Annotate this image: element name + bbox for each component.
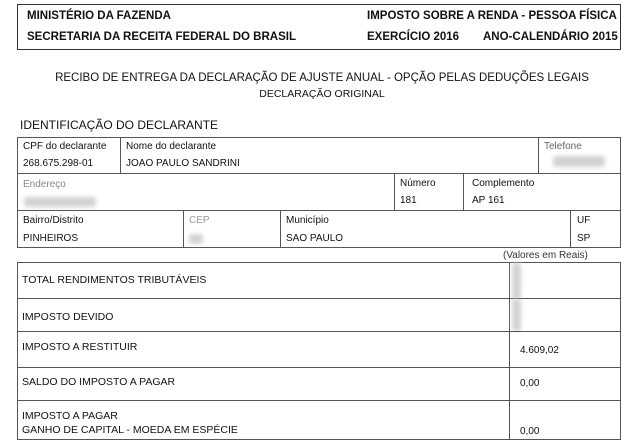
value-cell	[509, 368, 510, 400]
municipio-value: SAO PAULO	[286, 233, 344, 244]
endereco-cell	[17, 173, 395, 211]
nome-label: Nome do declarante	[126, 141, 217, 152]
row-imposto-restituir	[17, 331, 621, 368]
row-value: 4.609,02	[520, 345, 559, 356]
section-title-declarante: IDENTIFICAÇÃO DO DECLARANTE	[20, 118, 219, 132]
exercicio-label: EXERCÍCIO 2016	[367, 31, 460, 43]
numero-cell	[394, 173, 464, 211]
bairro-label: Bairro/Distrito	[23, 215, 84, 226]
row-total-rendimentos	[17, 262, 621, 299]
value-cell	[509, 401, 510, 439]
receipt-subtitle: DECLARAÇÃO ORIGINAL	[259, 88, 385, 100]
row-label: TOTAL RENDIMENTOS TRIBUTÁVEIS	[22, 274, 207, 286]
row-value: 0,00	[520, 378, 540, 389]
row-value: 0,00	[520, 426, 540, 437]
municipio-label: Município	[286, 215, 329, 226]
complemento-label: Complemento	[472, 178, 535, 189]
uf-value: SP	[577, 233, 591, 244]
redacted-telefone	[553, 156, 605, 167]
imposto-title: IMPOSTO SOBRE A RENDA - PESSOA FÍSICA	[367, 10, 617, 22]
row-label: IMPOSTO A PAGAR	[22, 410, 118, 422]
ministerio-label: MINISTÉRIO DA FAZENDA	[27, 10, 171, 22]
row-imposto-pagar-ganho	[17, 400, 621, 440]
telefone-cell	[538, 137, 621, 174]
uf-cell	[570, 210, 621, 248]
row-label: SALDO DO IMPOSTO A PAGAR	[22, 376, 176, 388]
row-label-2: GANHO DE CAPITAL - MOEDA EM ESPÉCIE	[22, 424, 238, 436]
receipt-title: RECIBO DE ENTREGA DA DECLARAÇÃO DE AJUSTE ANUAL - OPÇÃO PELAS DEDUÇÕES LEGAIS	[55, 72, 589, 84]
row-label: IMPOSTO DEVIDO	[22, 311, 114, 323]
row-label: IMPOSTO A RESTITUIR	[22, 341, 138, 353]
redacted-value	[512, 263, 521, 299]
ano-calendario-label: ANO-CALENDÁRIO 2015	[483, 31, 618, 43]
cep-label: CEP	[189, 215, 210, 226]
cep-cell	[183, 210, 281, 248]
complemento-value: AP 161	[472, 195, 505, 206]
redacted-endereco	[24, 197, 96, 207]
secretaria-label: SECRETARIA DA RECEITA FEDERAL DO BRASIL	[27, 31, 296, 43]
row-saldo-pagar	[17, 367, 621, 401]
value-cell	[509, 299, 510, 331]
complemento-cell	[463, 173, 621, 211]
cpf-value: 268.675.298-01	[23, 158, 94, 169]
row-imposto-devido	[17, 298, 621, 332]
redacted-cep	[189, 234, 203, 244]
numero-value: 181	[400, 195, 417, 206]
telefone-label: Telefone	[544, 141, 582, 152]
cpf-label: CPF do declarante	[23, 141, 107, 152]
redacted-value	[512, 299, 521, 331]
nome-cell	[120, 137, 539, 174]
uf-label: UF	[577, 215, 591, 226]
value-cell	[509, 263, 510, 298]
cpf-cell	[17, 137, 121, 174]
endereco-label: Endereço	[23, 179, 66, 190]
bairro-value: PINHEIROS	[23, 233, 79, 244]
value-cell	[509, 332, 510, 367]
numero-label: Número	[400, 178, 436, 189]
nome-value: JOAO PAULO SANDRINI	[126, 158, 240, 169]
bairro-cell	[17, 210, 184, 248]
valores-note: (Valores em Reais)	[503, 250, 588, 261]
municipio-cell	[280, 210, 571, 248]
